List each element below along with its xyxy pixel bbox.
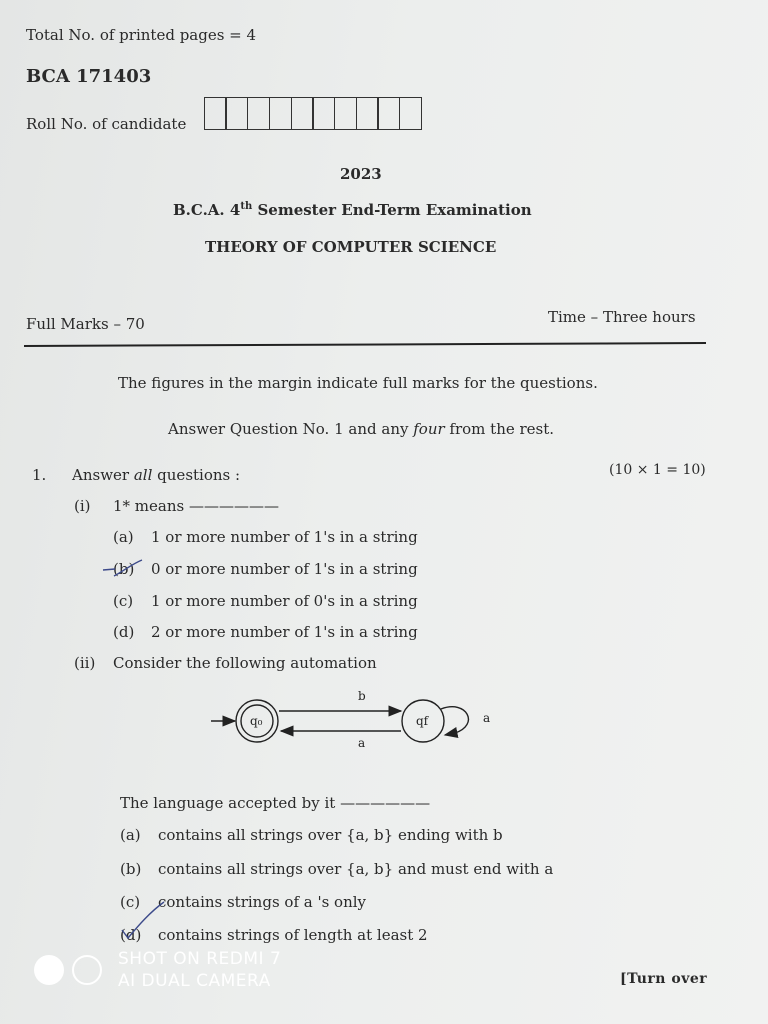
- header-divider: [24, 342, 706, 347]
- q1-ii-question: The language accepted by it ——————: [120, 794, 431, 812]
- turn-over: [Turn over: [620, 971, 708, 987]
- roll-label: Roll No. of candidate: [26, 115, 187, 133]
- instruction-marks: The figures in the margin indicate full marks for the questions.: [118, 374, 598, 392]
- roll-box: [312, 97, 335, 130]
- q1-i-option-a: (a) 1 or more number of 1's in a string: [113, 528, 418, 546]
- q1-ii-text: Consider the following automation: [113, 654, 377, 672]
- edge-b-label: b: [358, 689, 366, 703]
- roll-box: [269, 97, 292, 130]
- roll-box: [356, 97, 379, 130]
- q1-number: 1.: [32, 466, 47, 484]
- exam-year: 2023: [340, 165, 382, 183]
- roll-box: [204, 97, 227, 130]
- subject-title: THEORY OF COMPUTER SCIENCE: [205, 238, 497, 256]
- automaton-diagram: [205, 685, 505, 755]
- pen-tick-mark-2: [118, 900, 168, 944]
- q1-i-option-c: (c) 1 or more number of 0's in a string: [113, 592, 418, 610]
- edge-a-label: a: [358, 736, 366, 750]
- edge-loop: [441, 707, 468, 735]
- state-q0-label: q₀: [250, 714, 263, 728]
- q1-i-option-d: (d) 2 or more number of 1's in a string: [113, 623, 418, 641]
- q1-ii-option-c: (c) contains strings of a 's only: [120, 893, 367, 911]
- roll-box: [399, 97, 422, 130]
- watermark-dot-icon: [34, 955, 64, 985]
- q1-marks: (10 × 1 = 10): [609, 462, 706, 478]
- q1-i-option-b: (b) 0 or more number of 1's in a string: [113, 560, 418, 578]
- roll-box: [291, 97, 314, 130]
- printed-pages: Total No. of printed pages = 4: [26, 26, 257, 44]
- instruction-answer: Answer Question No. 1 and any four from the rest.: [168, 420, 555, 438]
- q1-ii-option-a: (a) contains all strings over {a, b} ending with b: [120, 826, 503, 844]
- q1-ii-label: (ii): [74, 654, 96, 672]
- q1-i-text: 1* means ——————: [113, 497, 279, 515]
- watermark-text: SHOT ON REDMI 7 AI DUAL CAMERA: [118, 949, 282, 991]
- full-marks: Full Marks – 70: [26, 315, 145, 333]
- q1-ii-option-d: (d) contains strings of length at least 2: [120, 926, 428, 944]
- roll-box: [334, 97, 357, 130]
- roll-box: [247, 97, 270, 130]
- exam-title: B.C.A. 4th Semester End-Term Examination: [173, 201, 532, 219]
- q1-ii-option-b: (b) contains all strings over {a, b} and must end with a: [120, 860, 554, 878]
- pen-tick-mark: [100, 558, 144, 580]
- time-allowed: Time – Three hours: [548, 308, 696, 326]
- q1-i-label: (i): [74, 497, 91, 515]
- camera-watermark: [34, 948, 281, 992]
- watermark-ring-icon: [72, 955, 102, 985]
- roll-box: [377, 97, 400, 130]
- edge-loop-label: a: [483, 711, 491, 725]
- state-qf-label: qf: [416, 714, 429, 728]
- paper-code: BCA 171403: [26, 66, 152, 87]
- roll-number-boxes: [205, 97, 422, 130]
- q1-text: Answer all questions :: [72, 466, 241, 484]
- roll-box: [225, 97, 248, 130]
